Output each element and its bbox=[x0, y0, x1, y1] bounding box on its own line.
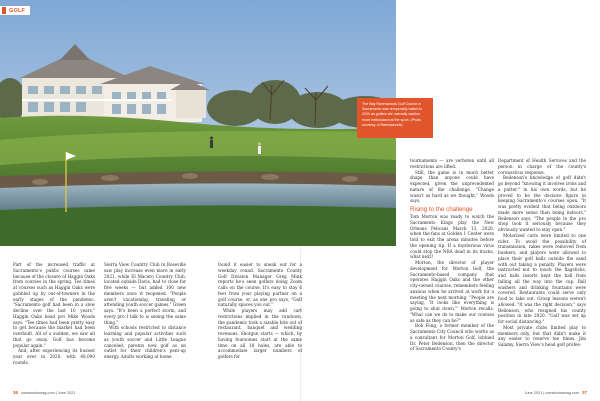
section-label bbox=[0, 6, 30, 15]
golf-course-photo bbox=[0, 0, 396, 246]
section-marker bbox=[2, 7, 6, 14]
text-column-4 bbox=[410, 158, 494, 352]
footer-left-text: comstocksmag.com | June 2021 bbox=[21, 391, 76, 395]
text-column-1 bbox=[13, 262, 95, 366]
paragraph: And, after experiencing its busiest year ever in 2020, with 48,000 rounds, bbox=[13, 348, 95, 365]
section-subhead: Rising to the challenge bbox=[410, 206, 473, 213]
section-title: GOLF bbox=[9, 7, 26, 14]
text-column-2 bbox=[104, 262, 186, 360]
page-number-right: 37 bbox=[582, 390, 587, 395]
paragraph: Tom Morton was ready to watch the Sacramento Kings play the New Orleans Pelicans March 13, 2020, when the fans at Golden 1 Center were told to exit the arena minutes before the opening tip. If a mysterious virus could stop the NBA dead in its tracks, what next? bbox=[410, 214, 494, 260]
paragraph: tournaments — are verboten until all restrictions are lifted. bbox=[410, 158, 494, 169]
paragraph: Part of the increased traffic at Sacramento's public courses came because of the closure of Haggin Oaks from courses in the spring. Tee times at courses such as Haggin Oaks were gobbled up by out-of-towners in the early stages of the pandemic. "Sacramento golf had been in a slow decline over the last 10 years," Haggin Oaks head pro Mike Woods says. "Tee times had been pretty easy to get because the market had been overbuilt. All of a sudden, we saw all that go away. Golf has become popular again." bbox=[13, 262, 96, 348]
paragraph: Still, the game is in much better shape than anyone could have expected, given the unprecedented nature of the challenge. "Change wasn't as hard as we thought," Woods says. bbox=[410, 169, 494, 204]
paragraph: Sierra View Country Club in Roseville saw play increase even more in early 2021, while El Macero Country Club, located outside Davis, had to close for five weeks — but added 100 new members once it reopened. "People aren't vacationing, traveling or attending youth soccer games," Green says. "It's been a perfect storm, and every pro I talk to is seeing the same thing." bbox=[104, 262, 186, 325]
paragraph: Motorized carts were limited to one rider. To avoid the possibility of transmission, rakes were removed from bunkers, and players were allowed to place their golf balls outside the sand with out taking a penalty. Players were instructed not to touch the flagsticks, and balls inserts kept the ball from falling all the way into the cup. Ball washers and drinking fountains were covered. Restaurants could serve only food to take out. Group lessons weren't allowed. "It was the right decision," says Beilenson, who resigned his county position in late 2020. "Golf was set up for social distancing." bbox=[498, 232, 586, 324]
text-column-3 bbox=[218, 262, 302, 360]
footer-right-text: June 2021 | comstocksmag.com bbox=[524, 391, 579, 395]
footer-left bbox=[13, 390, 75, 395]
paragraph: Bob Fong, a former member of the Sacramento City Council who works as a consultant for Morton Golf, lobbied Dr. Peter Beilenson, then the director of Sacramento County's bbox=[410, 323, 494, 352]
photo-caption: The Bay Ravenwoods Golf Course in Sacramento was temporarily halted in 2020 as golfers are naturally caution more enthusiasm at the sport. (Photo courtesy of Ravenwoods) bbox=[357, 98, 433, 138]
text-column-5 bbox=[498, 158, 586, 348]
paragraph: Beilenson's knowledge of golf didn't go beyond "knowing it involves irons and a putter," in his own words, but he proved to be the decisive figure in keeping Sacramento's courses open. "It was pretty evident that being outdoors made more sense than being indoors," Beilenson says. "The people in the pro shop took it seriously because they obviously wanted to stay open." bbox=[498, 175, 586, 232]
paragraph: found it easier to sneak out for a weekday round. Sacramento County Golf Division Manager Greg Mink reports he's seen golfers doing Zoom calls on the course. It's easy to stay 6 feet from your playing partner on a golf course, or, as one pro says, "Golf naturally spaces you out." bbox=[218, 262, 302, 308]
footer-right bbox=[525, 390, 587, 395]
paragraph: With schools restricted to distance learning and popular activities such as youth soccer and Little League canceled, parents now golf as an outlet for their children's pent-up energy. Adults working at home bbox=[104, 325, 186, 359]
paragraph: While players may add cart restrictions implied in the rundown, the pandemic took a sizable bite out of restaurant, banquet and wedding revenues. Shotgun starts — which, by having foursomes start at the same time on all 18 holes, are able to accommodate larger numbers of golfers for bbox=[218, 308, 302, 359]
paragraph: Department of Health Services and the person in charge of the county's coronavirus response. bbox=[498, 158, 586, 175]
paragraph: Morton, the director of player development for Morton Golf, the Sacramento-based company that operates Haggin Oaks and the other city-owned courses, remembers feeling anxious when he arrived at work for a meeting the next morning. "People are saying, 'It looks like everything is going to shut down,'" Morton recalls. "What can we do to make our courses as safe as they can be?" bbox=[410, 260, 494, 323]
page-number-left: 36 bbox=[13, 390, 18, 395]
paragraph: Most private clubs limited play to members only, but that didn't make it any easier to reserve tee times. Jim Salamy, Sierra View's head golf profes- bbox=[498, 324, 586, 347]
